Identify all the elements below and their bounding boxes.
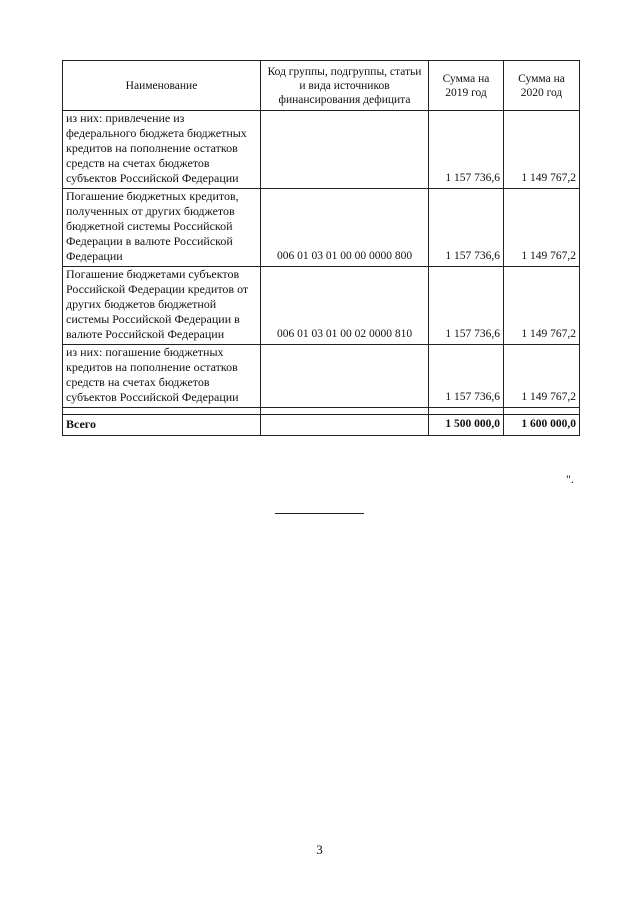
row-code: 006 01 03 01 00 02 0000 810 <box>261 267 429 345</box>
row-code <box>261 111 429 189</box>
row-name: Погашение бюджетами субъектов Российской Федерации кредитов от других бюджетов бюджетной системы Российской Федерации в валюте Российской Федерации <box>63 267 261 345</box>
row-sum-2020: 1 149 767,2 <box>504 189 580 267</box>
divider-line <box>275 513 364 514</box>
header-code: Код группы, подгруппы, статьи и вида источников финансирования дефицита <box>261 61 429 111</box>
row-sum-2020: 1 149 767,2 <box>504 111 580 189</box>
total-code <box>261 415 429 436</box>
row-sum-2020: 1 149 767,2 <box>504 345 580 408</box>
spacer-cell <box>429 408 504 415</box>
table-row <box>63 189 580 267</box>
spacer-cell <box>504 408 580 415</box>
row-code: 006 01 03 01 00 00 0000 800 <box>261 189 429 267</box>
row-sum-2019: 1 157 736,6 <box>429 189 504 267</box>
header-name: Наименование <box>63 61 261 111</box>
total-name: Всего <box>63 415 261 436</box>
spacer-cell <box>63 408 261 415</box>
header-sum-2020: Сумма на 2020 год <box>504 61 580 111</box>
table-row <box>63 267 580 345</box>
row-name: из них: привлечение из федерального бюджета бюджетных кредитов на пополнение остатков средств на счетах бюджетов субъектов Российской Федерации <box>63 111 261 189</box>
spacer-cell <box>261 408 429 415</box>
table-spacer-row <box>63 408 580 415</box>
table-row <box>63 111 580 189</box>
table-header-row <box>63 61 580 111</box>
row-code <box>261 345 429 408</box>
row-sum-2019: 1 157 736,6 <box>429 111 504 189</box>
table-row <box>63 345 580 408</box>
budget-sources-table <box>62 60 580 436</box>
page-number: 3 <box>316 842 323 857</box>
row-name: Погашение бюджетных кредитов, полученных от других бюджетов бюджетной системы Российской Федерации в валюте Российской Федерации <box>63 189 261 267</box>
header-sum-2019: Сумма на 2019 год <box>429 61 504 111</box>
table-total-row <box>63 415 580 436</box>
row-sum-2019: 1 157 736,6 <box>429 267 504 345</box>
row-sum-2020: 1 149 767,2 <box>504 267 580 345</box>
total-sum-2019: 1 500 000,0 <box>429 415 504 436</box>
row-sum-2019: 1 157 736,6 <box>429 345 504 408</box>
closing-quote: ". <box>566 472 574 486</box>
total-sum-2020: 1 600 000,0 <box>504 415 580 436</box>
row-name: из них: погашение бюджетных кредитов на пополнение остатков средств на счетах бюджетов субъектов Российской Федерации <box>63 345 261 408</box>
